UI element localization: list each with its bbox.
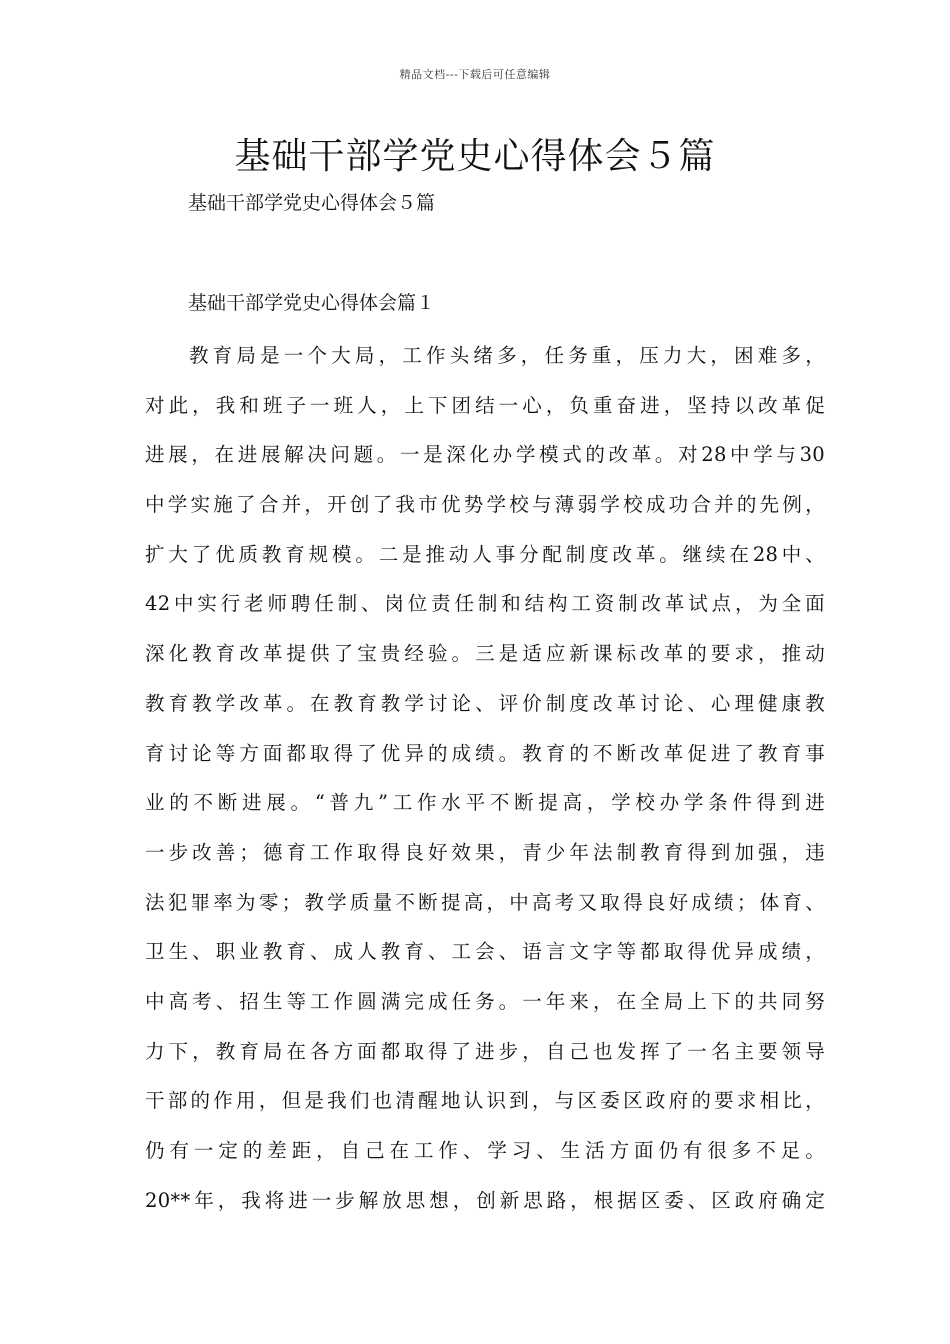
body-line: 扩大了优质教育规模。二是推动人事分配制度改革。继续在28中、 [145, 542, 825, 566]
body-line: 卫生、职业教育、成人教育、工会、语言文字等都取得优异成绩， [145, 940, 825, 964]
body-line: 业的不断进展。“普九”工作水平不断提高，学校办学条件得到进 [145, 791, 825, 815]
header-note: 精品文档---下载后可任意编辑 [399, 68, 551, 81]
body-line: 法犯罪率为零；教学质量不断提高，中高考又取得良好成绩；体育、 [145, 890, 825, 914]
body-paragraph [145, 331, 825, 1225]
body-line: 育讨论等方面都取得了优异的成绩。教育的不断改革促进了教育事 [145, 741, 825, 765]
body-line: 教育局是一个大局，工作头绪多，任务重，压力大，困难多， [189, 344, 825, 367]
body-line: 中学实施了合并，开创了我市优势学校与薄弱学校成功合并的先例， [145, 493, 825, 517]
body-line: 仍有一定的差距，自己在工作、学习、生活方面仍有很多不足。 [145, 1139, 825, 1162]
body-line: 干部的作用，但是我们也清醒地认识到，与区委区政府的要求相比， [145, 1089, 825, 1113]
body-line: 进展，在进展解决问题。一是深化办学模式的改革。对28中学与30 [145, 443, 825, 467]
body-line: 一步改善；德育工作取得良好效果，青少年法制教育得到加强，违 [145, 840, 825, 864]
section-heading: 基础干部学党史心得体会篇１ [188, 292, 436, 314]
body-line: 20**年，我将进一步解放思想，创新思路，根据区委、区政府确定 [145, 1188, 825, 1212]
body-line: 中高考、招生等工作圆满完成任务。一年来，在全局上下的共同努 [145, 989, 825, 1013]
body-line: 42中实行老师聘任制、岗位责任制和结构工资制改革试点，为全面 [145, 592, 825, 616]
body-line: 教育教学改革。在教育教学讨论、评价制度改革讨论、心理健康教 [145, 691, 825, 715]
document-title: 基础干部学党史心得体会５篇 [234, 136, 716, 177]
document-subtitle: 基础干部学党史心得体会５篇 [188, 192, 436, 214]
body-line: 深化教育改革提供了宝贵经验。三是适应新课标改革的要求，推动 [145, 642, 825, 666]
body-line: 对此，我和班子一班人，上下团结一心，负重奋进，坚持以改革促 [145, 393, 825, 417]
body-line: 力下，教育局在各方面都取得了进步，自己也发挥了一名主要领导 [145, 1039, 825, 1063]
